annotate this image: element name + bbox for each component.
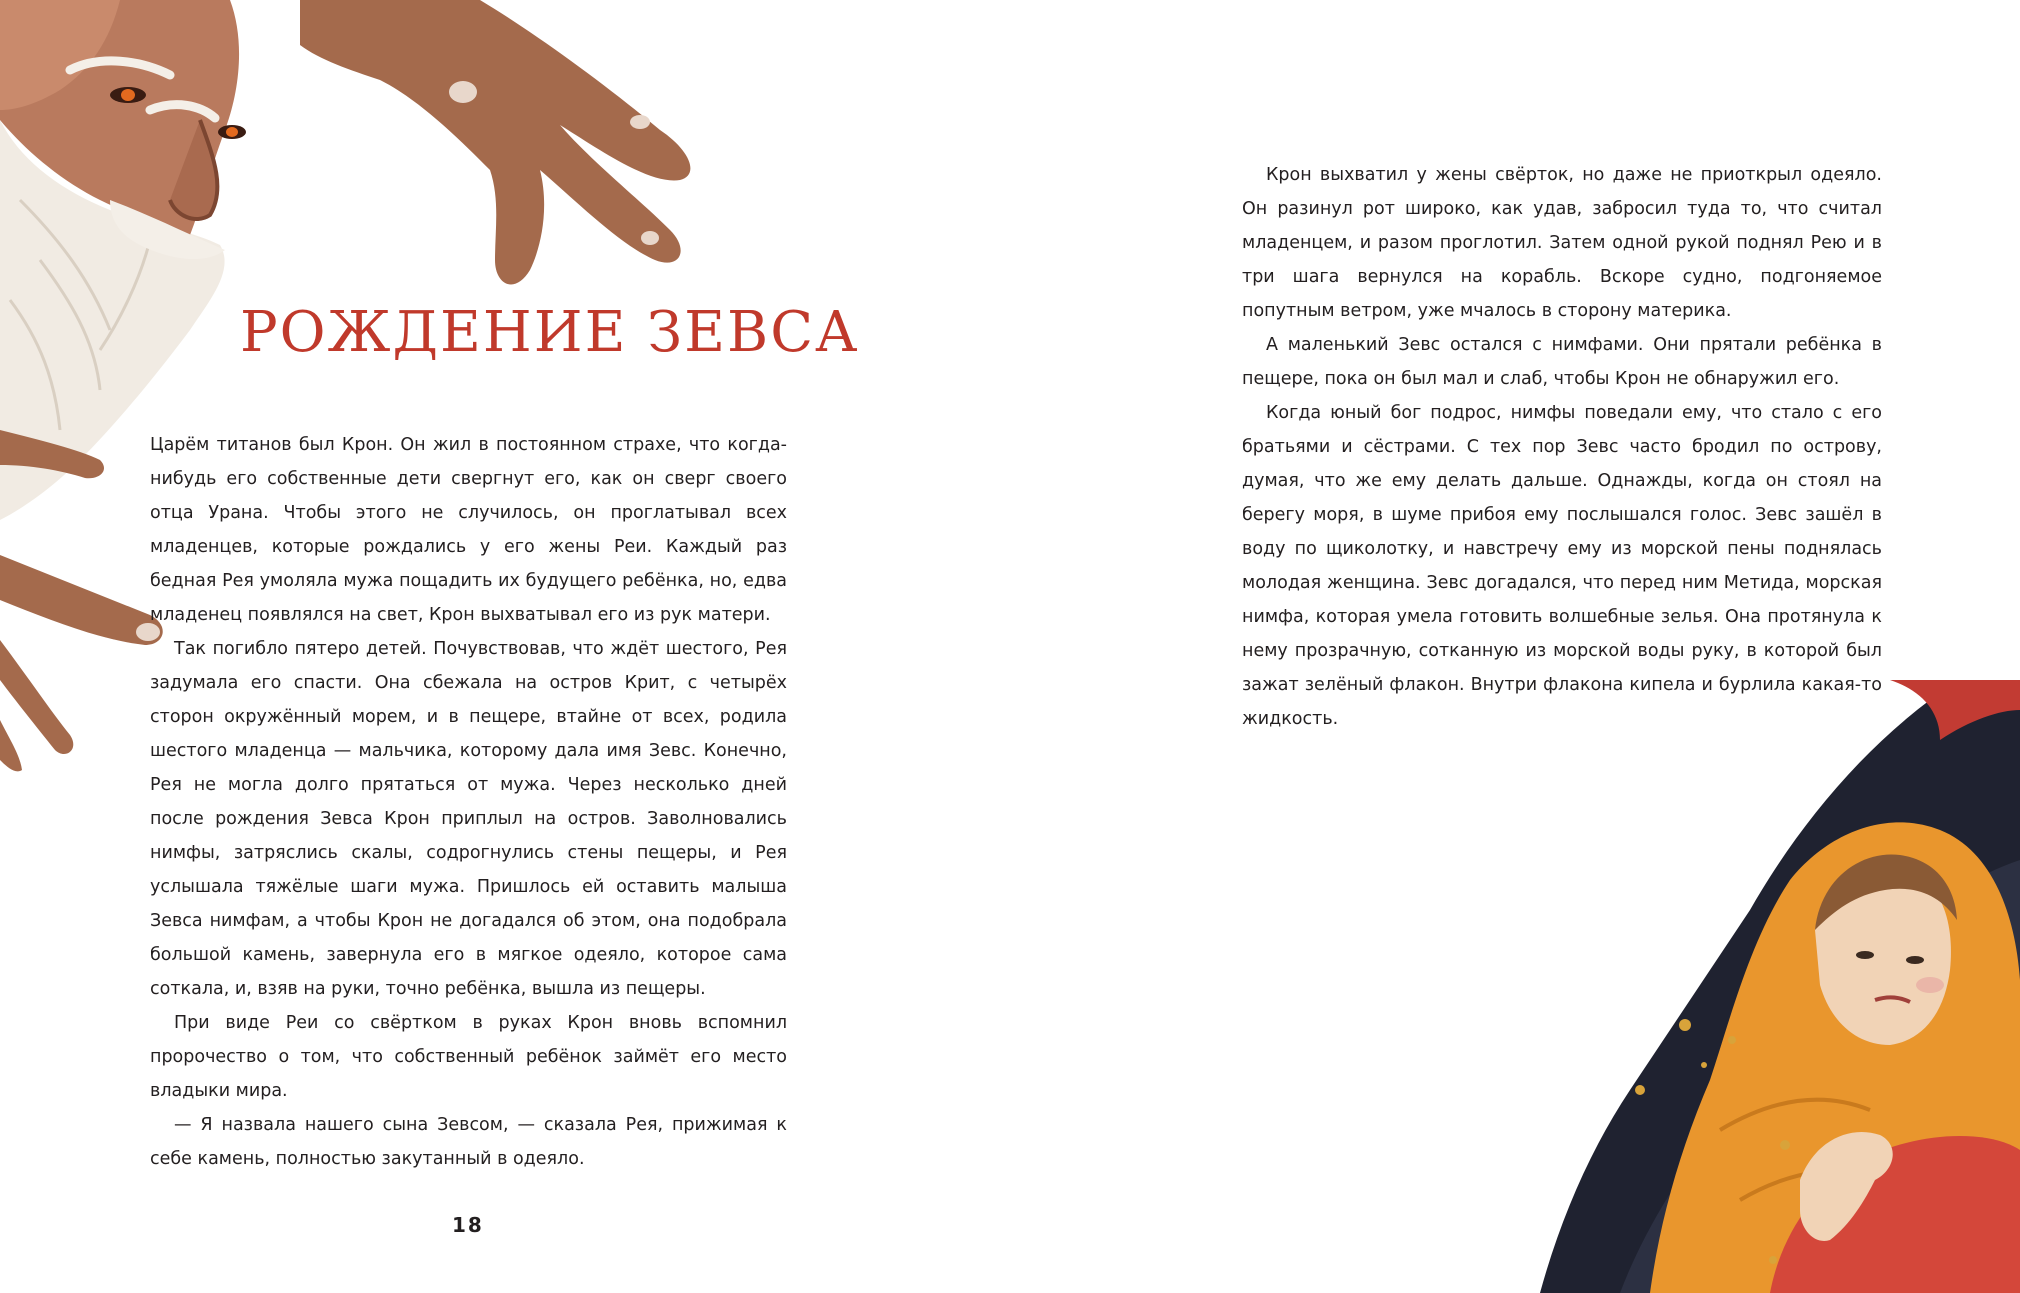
upper-hand — [300, 0, 690, 284]
right-text-column — [1242, 158, 1882, 736]
paragraph: Царём титанов был Крон. Он жил в постоянном страхе, что когда-нибудь его собственные дети свергнут его, как он сверг своего отца Урана. Чтобы этого не случилось, он проглатывал всех младенцев, которые рождались у его жены Реи. Каждый раз бедная Рея умоляла мужа пощадить их будущего ребёнка, но, едва младенец появлялся на свет, Крон выхватывал его из рук матери. — [150, 435, 787, 625]
paragraph: Так погибло пятеро детей. Почувствовав, что ждёт шестого, Рея задумала его спасти. Она сбежала на остров Крит, с четырёх сторон окружённый морем, и в пещере, втайне от всех, родила шестого младенца — мальчика, которому дала имя Зевс. Конечно, Рея не могла долго прятаться от мужа. Через несколько дней после рождения Зевса Крон приплыл на остров. Заволновались нимфы, затряслись скалы, содрогнулись стены пещеры, и Рея услышала тяжёлые шаги мужа. Пришлось ей оставить малыша Зевса нимфам, а чтобы Крон не догадался об этом, она подобрала большой камень, завернула его в мягкое одеяло, которое сама соткала, и, взяв на руки, точно ребёнка, вышла из пещеры. — [150, 639, 787, 999]
left-text-column — [150, 428, 787, 1176]
paragraph: При виде Реи со свёртком в руках Крон вновь вспомнил пророчество о том, что собственный ребёнок займёт его место владыки мира. — [150, 1013, 787, 1101]
paragraph: Крон выхватил у жены свёрток, но даже не приоткрыл одеяло. Он разинул рот широко, как удав, забросил туда то, что считал младенцем, и разом проглотил. Затем одной рукой поднял Рею и в три шага вернулся на корабль. Вскоре судно, подгоняемое попутным ветром, уже мчалось в сторону материка. — [1242, 165, 1882, 321]
paragraph: А маленький Зевс остался с нимфами. Они прятали ребёнка в пещере, пока он был мал и слаб, чтобы Крон не обнаружил его. — [1242, 335, 1882, 389]
chapter-title: РОЖДЕНИЕ ЗЕВСА — [240, 300, 860, 365]
page-number: 18 — [452, 1213, 484, 1237]
paragraph: Когда юный бог подрос, нимфы поведали ему, что стало с его братьями и сёстрами. С тех пор Зевс часто бродил по острову, думая, что же ему делать дальше. Однажды, когда он стоял на берегу моря, в шуме прибоя ему послышался голос. Зевс зашёл в воду по щиколотку, и навстречу ему из морской пены поднялась молодая женщина. Зевс догадался, что перед ним Метида, морская нимфа, которая умела готовить волшебные зелья. Она протянула к нему прозрачную, сотканную из морской воды руку, в которой был зажат зелёный флакон. Внутри флакона кипела и бурлила какая-то жидкость. — [1242, 403, 1882, 729]
rhea-illustration — [1470, 680, 2020, 1293]
paragraph: — Я назвала нашего сына Зевсом, — сказала Рея, прижимая к себе камень, полностью закутанный в одеяло. — [150, 1115, 787, 1169]
